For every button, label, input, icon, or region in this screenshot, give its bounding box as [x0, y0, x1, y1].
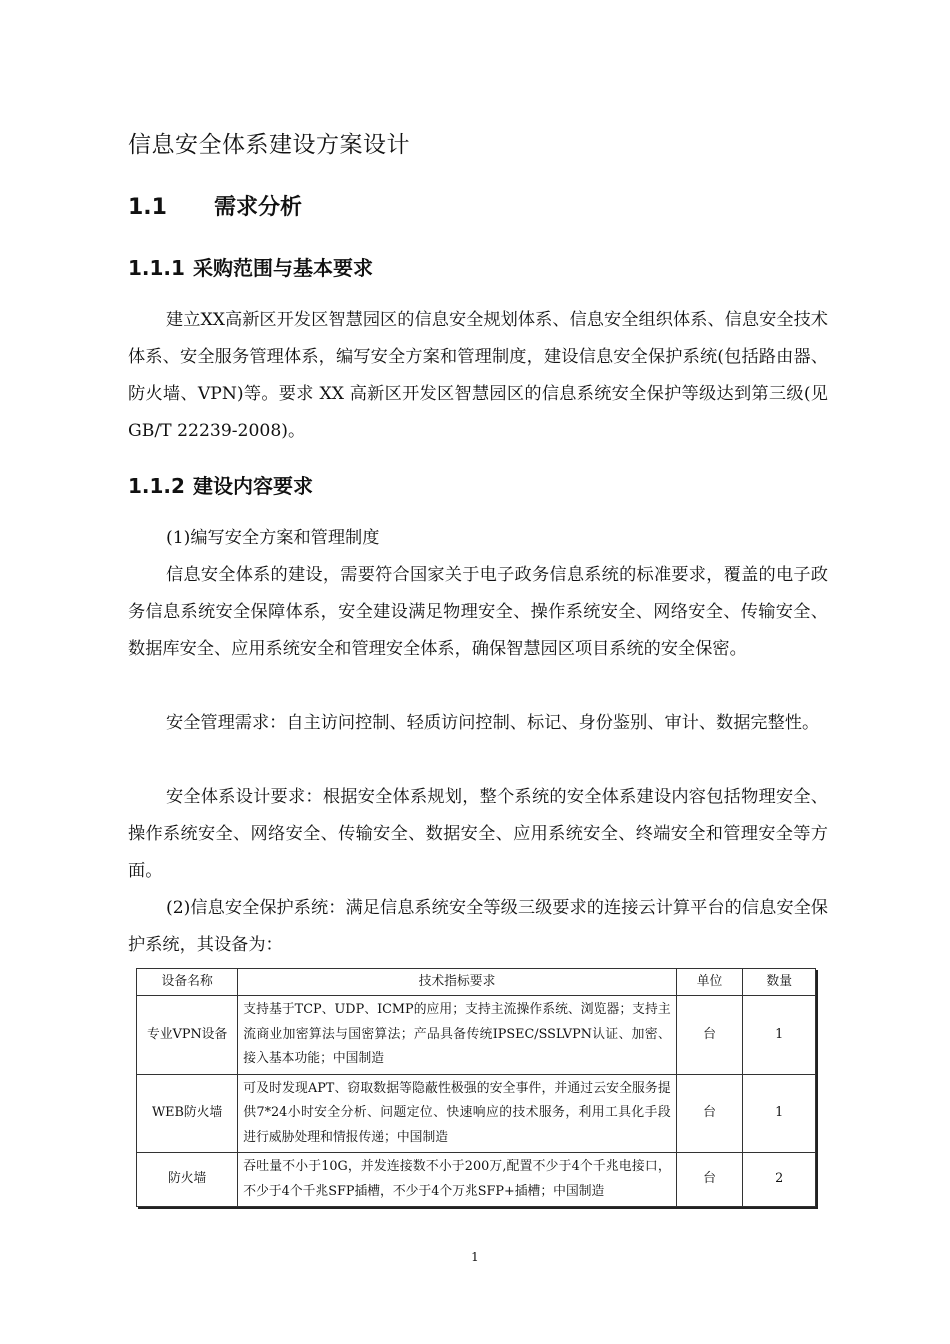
unit-cell: 台 — [676, 996, 743, 1075]
requirements-cell: 支持基于TCP、UDP、ICMP的应用；支持主流操作系统、浏览器；支持主流商业加密算法与国密算法；产品具备传统IPSEC/SSLVPN认证、加密、接入基本功能；中国制造 — [238, 996, 676, 1075]
requirements-cell: 吞吐量不小于10G，并发连接数不小于200万,配置不少于4个千兆电接口，不少于4个千兆SFP插槽，不少于4个万兆SFP+插槽；中国制造 — [238, 1153, 676, 1207]
section-heading — [128, 190, 302, 221]
page-number: 1 — [471, 1250, 479, 1264]
quantity-cell: 1 — [743, 996, 816, 1075]
quantity-cell: 2 — [743, 1153, 816, 1207]
item-heading-1: (1)编写安全方案和管理制度 — [166, 528, 380, 548]
table-header-row — [137, 969, 816, 996]
subsection-title: 采购范围与基本要求 — [192, 256, 373, 280]
subsection-number: 1.1.2 — [128, 474, 185, 498]
subsection-number: 1.1.1 — [128, 256, 185, 280]
document-title: 信息安全体系建设方案设计 — [128, 132, 410, 158]
header-unit: 单位 — [676, 969, 743, 996]
unit-cell: 台 — [676, 1074, 743, 1153]
subsection-title: 建设内容要求 — [192, 474, 313, 498]
requirements-cell: 可及时发现APT、窃取数据等隐蔽性极强的安全事件，并通过云安全服务提供7*24小时安全分析、问题定位、快速响应的技术服务，利用工具化手段进行威胁处理和情报传递；中国制造 — [238, 1074, 676, 1153]
device-name-cell: 防火墙 — [137, 1153, 238, 1207]
table-row — [137, 1074, 816, 1153]
paragraph-management-needs: 安全管理需求：自主访问控制、轻质访问控制、标记、身份鉴别、审计、数据完整性。 — [166, 713, 820, 733]
table-row — [137, 1153, 816, 1207]
header-device-name: 设备名称 — [137, 969, 238, 996]
equipment-table — [136, 968, 816, 1207]
paragraph-protection-system: (2)信息安全保护系统：满足信息系统安全等级三级要求的连接云计算平台的信息安全保护系统，其设备为： — [128, 898, 828, 955]
paragraph-scope: 建立XX高新区开发区智慧园区的信息安全规划体系、信息安全组织体系、信息安全技术体系、安全服务管理体系，编写安全方案和管理制度，建设信息安全保护系统(包括路由器、防火墙、VPN)等。要求 XX 高新区开发区智慧园区的信息系统安全保护等级达到第三级(见GB/T 22239-2008)。 — [128, 310, 828, 441]
subsection-heading-2 — [128, 470, 313, 499]
header-requirements: 技术指标要求 — [238, 969, 676, 996]
unit-cell: 台 — [676, 1153, 743, 1207]
quantity-cell: 1 — [743, 1074, 816, 1153]
subsection-heading-1 — [128, 252, 373, 281]
device-name-cell: 专业VPN设备 — [137, 996, 238, 1075]
section-title: 需求分析 — [214, 195, 303, 220]
section-number: 1.1 — [128, 195, 167, 220]
header-quantity: 数量 — [743, 969, 816, 996]
table-row — [137, 996, 816, 1075]
paragraph-design-requirements: 安全体系设计要求：根据安全体系规划，整个系统的安全体系建设内容包括物理安全、操作系统安全、网络安全、传输安全、数据安全、应用系统安全、终端安全和管理安全等方面。 — [128, 787, 828, 881]
paragraph-standards: 信息安全体系的建设，需要符合国家关于电子政务信息系统的标准要求，覆盖的电子政务信息系统安全保障体系，安全建设满足物理安全、操作系统安全、网络安全、传输安全、数据库安全、应用系统安全和管理安全体系，确保智慧园区项目系统的安全保密。 — [128, 565, 828, 659]
device-name-cell: WEB防火墙 — [137, 1074, 238, 1153]
